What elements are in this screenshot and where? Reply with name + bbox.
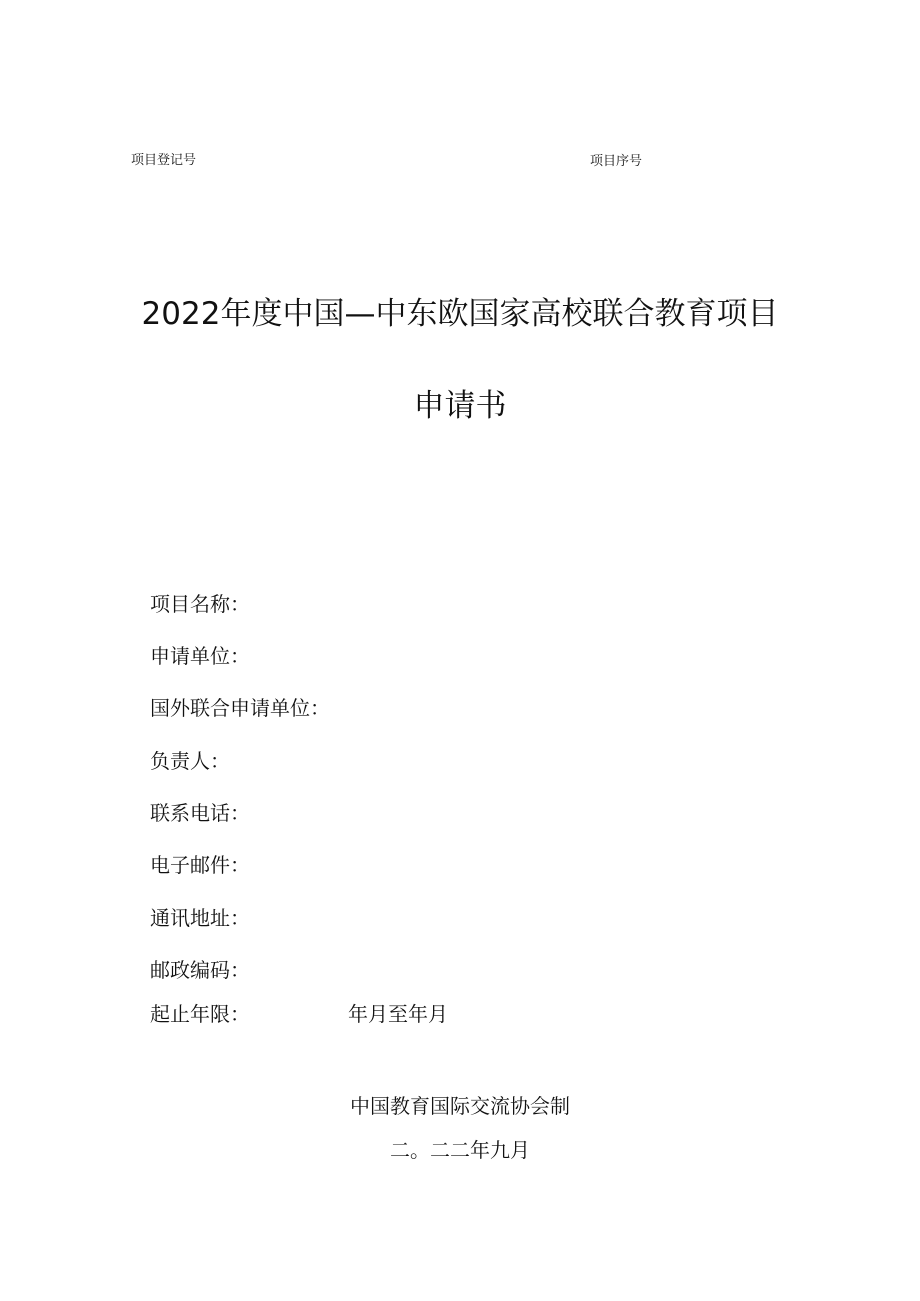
document-subtitle: 申请书 bbox=[413, 388, 507, 424]
field-project-name: 项目名称： bbox=[150, 592, 250, 616]
field-phone: 联系电话： bbox=[150, 801, 250, 825]
field-applicant-unit: 申请单位： bbox=[150, 644, 250, 668]
field-postal-code: 邮政编码： bbox=[150, 958, 250, 982]
field-foreign-partner-unit: 国外联合申请单位： bbox=[150, 696, 330, 720]
document-title: 2022年度中国—中东欧国家高校联合教育项目 bbox=[141, 296, 779, 332]
project-period-value: 年月至年月 bbox=[348, 1002, 448, 1026]
project-sequence-label: 项目序号 bbox=[590, 154, 643, 169]
field-address: 通讯地址： bbox=[150, 906, 250, 930]
issue-date: 二。二二年九月 bbox=[390, 1138, 530, 1162]
registration-number-label: 项目登记号 bbox=[131, 153, 197, 168]
field-email: 电子邮件： bbox=[150, 853, 250, 877]
field-project-period: 起止年限： bbox=[150, 1002, 250, 1026]
issuer-line: 中国教育国际交流协会制 bbox=[350, 1094, 570, 1118]
field-responsible-person: 负责人： bbox=[150, 749, 230, 773]
